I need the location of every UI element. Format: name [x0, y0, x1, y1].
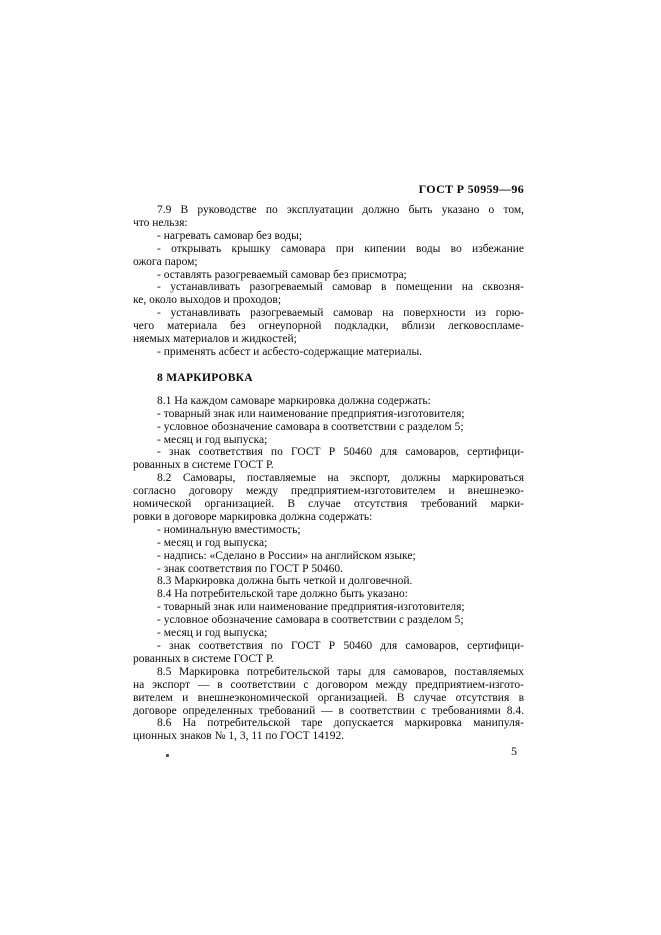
paragraph: [133, 421, 524, 434]
paragraph: [133, 717, 524, 743]
text-line: 8.5 Маркировка потребительской тары для самоваров, поставляемых: [157, 665, 524, 678]
scan-artifact-dot: [166, 754, 169, 757]
text-line: согласно договору между предприятием-изготовителем и внешнеэко-: [133, 485, 524, 498]
text-line: - открывать крышку самовара при кипении воды во избежание: [157, 242, 524, 255]
text-line: ционных знаков № 1, 3, 11 по ГОСТ 14192.: [133, 730, 345, 743]
text-line: - условное обозначение самовара в соответствии с разделом 5;: [157, 420, 464, 433]
text-line: 8.2 Самовары, поставляемые на экспорт, должны маркироваться: [157, 472, 524, 485]
text-line: - месяц и год выпуска;: [157, 536, 268, 549]
paragraph: [133, 614, 524, 627]
text-line: - товарный знак или наименование предприятия-изготовителя;: [157, 601, 465, 614]
paragraph: [133, 307, 524, 346]
running-header-gost-number: ГОСТ Р 50959—96: [418, 182, 524, 196]
text-line: что нельзя:: [133, 216, 188, 229]
paragraph: [133, 346, 524, 359]
text-line: вителем и внешнеэкономической организацией. В случае отсутствия в: [133, 691, 524, 704]
paragraph: [133, 269, 524, 282]
page-number: 5: [511, 744, 517, 759]
paragraph: [133, 524, 524, 537]
text-line: 8.1 На каждом самоваре маркировка должна содержать:: [157, 394, 431, 407]
text-line: - оставлять разогреваемый самовар без присмотра;: [157, 268, 407, 281]
text-line: на экспорт — в соответствии с договором между предприятием-изгото-: [133, 678, 524, 691]
paragraph: [133, 601, 524, 614]
text-line: - номинальную вместимость;: [157, 523, 301, 536]
paragraph: [133, 550, 524, 563]
text-line: ке, около выходов и проходов;: [133, 294, 282, 307]
text-line: - устанавливать разогреваемый самовар в помещении на сквозня-: [157, 281, 524, 294]
paragraph: [133, 408, 524, 421]
paragraph: [133, 472, 524, 524]
text-line: 7.9 В руководстве по эксплуатации должно быть указано о том,: [157, 204, 524, 216]
paragraph: [133, 627, 524, 640]
text-line: - знак соответствия по ГОСТ Р 50460 для самоваров, сертифици-: [157, 446, 524, 459]
paragraph: [133, 446, 524, 472]
text-line: 8.3 Маркировка должна быть четкой и долговечной.: [157, 575, 413, 588]
text-line: - нагревать самовар без воды;: [157, 229, 303, 242]
text-line: - месяц и год выпуска;: [157, 627, 268, 640]
paragraph: [133, 666, 524, 718]
text-line: няемых материалов и жидкостей;: [133, 333, 297, 346]
text-line: - товарный знак или наименование предприятия-изготовителя;: [157, 407, 465, 420]
text-line: - знак соответствия по ГОСТ Р 50460 для самоваров, сертифици-: [157, 640, 524, 652]
paragraph: [133, 563, 524, 576]
paragraph: [133, 230, 524, 243]
paragraph: [133, 575, 524, 588]
text-line: 8.4 На потребительской таре должно быть указано:: [157, 588, 408, 601]
document-body: [133, 204, 524, 743]
text-line: - устанавливать разогреваемый самовар на поверхности из горю-: [157, 307, 524, 320]
text-line: - месяц и год выпуска;: [157, 433, 268, 446]
paragraph: [133, 395, 524, 408]
text-line: рованных в системе ГОСТ Р.: [133, 459, 274, 472]
text-line: 8.6 На потребительской таре допускается маркировка манипуля-: [157, 717, 524, 730]
paragraph: [133, 281, 524, 307]
text-line: - надпись: «Сделано в России» на английском языке;: [157, 549, 416, 562]
page-content-column: [133, 183, 524, 758]
text-line: ровки в договоре маркировка должна содержать:: [133, 510, 373, 523]
text-line: чего материала без огнеупорной подкладки, вблизи легковоспламе-: [133, 320, 524, 333]
text-line: договоре определенных требований — в соответствии с требованиями 8.4.: [133, 704, 524, 717]
text-line: рованных в системе ГОСТ Р.: [133, 652, 274, 665]
paragraph: [133, 243, 524, 269]
paragraph: [133, 204, 524, 230]
paragraph: [133, 434, 524, 447]
paragraph: [133, 640, 524, 666]
text-line: - условное обозначение самовара в соответствии с разделом 5;: [157, 614, 464, 627]
text-line: ожога паром;: [133, 255, 198, 268]
text-line: - знак соответствия по ГОСТ Р 50460.: [157, 562, 344, 575]
paragraph: [133, 588, 524, 601]
text-line: - применять асбест и асбесто-содержащие материалы.: [157, 345, 423, 358]
paragraph: [133, 537, 524, 550]
section-heading: 8 МАРКИРОВКА: [157, 371, 253, 384]
text-line: номической организацией. В случае отсутствия требований марки-: [133, 498, 524, 511]
